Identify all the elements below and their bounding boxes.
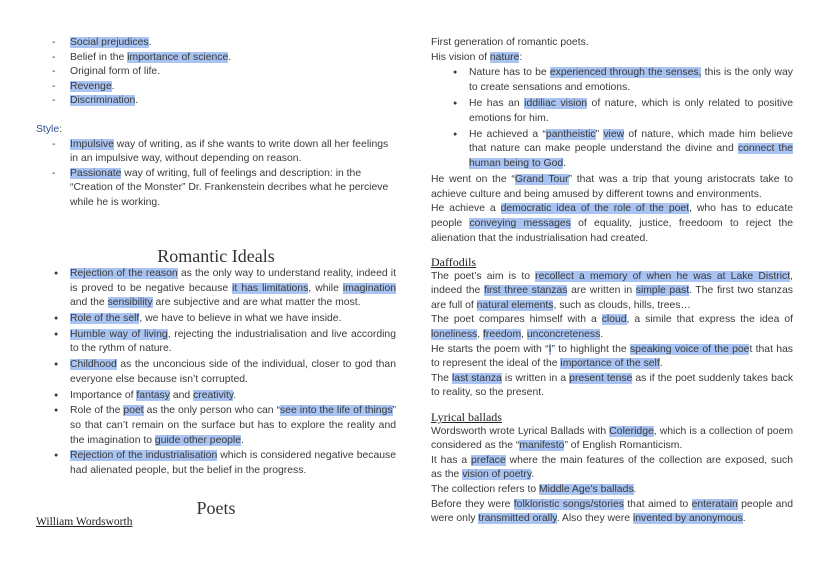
highlighted-text: Grand Tour xyxy=(514,174,569,186)
highlighted-text: cloud xyxy=(601,314,627,326)
text-run: as the only person who can “ xyxy=(143,405,281,417)
highlighted-text: Passionate xyxy=(70,167,122,179)
text-run: He has an xyxy=(469,97,525,109)
text-run: Original form of life. xyxy=(70,66,161,78)
list-item xyxy=(52,51,396,66)
highlighted-text: creativity xyxy=(193,389,234,401)
text-run: . xyxy=(148,37,152,48)
highlighted-text: first three stanzas xyxy=(483,285,568,297)
highlighted-text: present tense xyxy=(569,372,633,384)
highlighted-text: fantasy xyxy=(136,389,170,401)
text-run: . xyxy=(111,80,115,92)
text-run: this is the only way to create sensations and emotions. xyxy=(469,67,793,93)
romantic-ideals-title: Romantic Ideals xyxy=(157,245,275,266)
text-run: It has a xyxy=(431,454,471,466)
text-run: way of writing, full of feelings and description: in the “Creation of the Monster” Dr. Frankenstein decribes what he percieve while he is working. xyxy=(70,167,389,208)
left-column xyxy=(36,0,396,530)
list-item xyxy=(52,449,396,478)
highlighted-text: sensibility xyxy=(107,297,153,309)
grand-tour-paragraph xyxy=(431,173,793,202)
highlighted-text: recollect a memory of when he was at Lake District xyxy=(535,270,791,282)
text-run: as if the poet suddenly takes back to reality, so the present. xyxy=(431,372,794,399)
lyrical-paragraph xyxy=(431,498,793,527)
text-run: . xyxy=(228,51,232,63)
text-run: The poet compares himself with a xyxy=(431,314,602,326)
text-run: ” of English Romanticism. xyxy=(564,440,683,452)
highlighted-text: poet xyxy=(123,405,144,417)
style-list xyxy=(36,138,396,211)
highlighted-text: speaking voice of the poe xyxy=(629,343,750,355)
text-run: Importance of xyxy=(70,389,137,401)
highlighted-text: Discrimination xyxy=(70,95,136,107)
text-run: , we have to believe in what we have inside. xyxy=(139,313,342,325)
list-item xyxy=(451,97,793,126)
highlighted-text: Coleridge xyxy=(609,425,654,437)
highlighted-text: nature xyxy=(489,51,520,63)
highlighted-text: guide other people xyxy=(154,434,242,446)
highlighted-text: Childhood xyxy=(70,359,117,371)
list-item xyxy=(451,66,793,95)
text-run: t that has to represent the ideal of the xyxy=(431,343,794,370)
style-label: Style xyxy=(36,123,60,135)
daffodils-paragraph xyxy=(431,313,793,342)
text-run: . xyxy=(742,513,746,525)
text-run: are written in xyxy=(567,285,636,297)
text-run: He starts the poem with “ xyxy=(431,343,549,355)
text-run: as the unconcious side of the individual, closer to god than everyone else because isn’t corrupted. xyxy=(70,359,396,385)
highlighted-text: enteratain xyxy=(691,498,738,510)
highlighted-text: pantheistic xyxy=(545,128,596,140)
daffodils-paragraph xyxy=(431,270,793,314)
text-run: are subjective and are what matter the most. xyxy=(152,297,361,309)
text-run: Belief in the xyxy=(70,51,128,63)
highlighted-text: invented by anonymous xyxy=(632,513,743,525)
text-run: that aimed to xyxy=(623,498,692,510)
daffodils-paragraph xyxy=(431,372,793,401)
list-item xyxy=(52,358,396,387)
right-column xyxy=(431,0,793,527)
lyrical-ballads-heading: Lyrical ballads xyxy=(431,410,502,425)
text-run: , xyxy=(477,329,483,341)
list-item xyxy=(52,138,396,167)
text-run: He achieve a xyxy=(431,203,501,215)
list-item xyxy=(52,404,396,448)
highlighted-text: see into the life of things xyxy=(280,405,393,417)
highlighted-text: view xyxy=(603,128,625,140)
highlighted-text: unconcreteness xyxy=(526,329,601,341)
text-run: . Also they were xyxy=(556,513,633,525)
text-run: . xyxy=(241,434,244,446)
list-item xyxy=(52,65,396,80)
list-item xyxy=(52,80,396,95)
text-run: and xyxy=(169,389,194,401)
text-run: where the main features of the collection are exposed, such as the xyxy=(431,454,794,481)
daffodils-heading: Daffodils xyxy=(431,255,477,270)
intro-line: First generation of romantic poets. xyxy=(431,37,589,48)
text-run: as the only way to understand reality, indeed it is proved to be negative because xyxy=(70,268,396,294)
highlighted-text: it has limitations xyxy=(232,282,309,294)
style-heading xyxy=(36,123,396,138)
list-item xyxy=(52,328,396,357)
text-run: . xyxy=(600,329,604,341)
nature-list xyxy=(431,66,793,171)
highlighted-text: conveying messages xyxy=(469,217,571,229)
text-run: and the xyxy=(70,297,108,309)
wordsworth-heading: William Wordsworth xyxy=(36,516,133,529)
text-run: . xyxy=(659,358,663,370)
highlighted-text: Impulsive xyxy=(70,138,114,150)
highlighted-text: natural elements xyxy=(476,299,554,311)
highlighted-text: connect the human being to God xyxy=(469,143,793,169)
nature-vision-line xyxy=(431,51,793,66)
text-run: . xyxy=(633,484,637,495)
highlighted-text: Revenge xyxy=(70,80,112,92)
text-run: Role of the xyxy=(70,405,124,417)
text-run: , indeed the xyxy=(431,270,793,297)
text-run: . xyxy=(135,95,139,107)
text-run: , while xyxy=(308,282,343,294)
highlighted-text: Social prejudices xyxy=(70,37,149,48)
text-run: . xyxy=(563,157,567,169)
highlighted-text: imagination xyxy=(342,282,397,294)
text-run: Wordsworth wrote Lyrical Ballads with xyxy=(431,425,610,437)
text-run: of nature, which made him believe that nature can make people understand the divine and xyxy=(469,128,793,155)
highlighted-text: democratic idea of the role of the poet xyxy=(500,203,690,215)
text-run: The collection refers to xyxy=(431,484,539,495)
lyrical-paragraph xyxy=(431,483,793,498)
text-run: ” to highlight the xyxy=(551,343,630,355)
highlighted-text: folkloristic songs/stories xyxy=(513,498,624,510)
highlighted-text: importance of science xyxy=(127,51,229,63)
text-run: : xyxy=(519,51,523,63)
text-run: ” xyxy=(595,128,604,140)
highlighted-text: simple past xyxy=(635,285,690,297)
text-run: He achieved a “ xyxy=(469,128,546,140)
text-run: , who has to educate people xyxy=(431,203,793,229)
style-colon: : xyxy=(59,123,62,135)
text-run: is written in a xyxy=(501,372,570,384)
highlighted-text: experienced through the senses, xyxy=(549,67,702,79)
highlighted-text: Humble way of living xyxy=(70,328,168,340)
list-item xyxy=(52,312,396,327)
text-run: ” so that can’t remain on the surface but has to explore the reality and the imagination to xyxy=(70,405,397,446)
lyrical-paragraph xyxy=(431,454,793,483)
highlighted-text: Middle Age’s ballads xyxy=(539,484,634,495)
text-run: Before they were xyxy=(431,498,514,510)
highlighted-text: transmitted orally xyxy=(478,513,557,525)
text-run: of equality, justice, freedoom to reject the alienation that the industrialisation had created. xyxy=(431,217,793,244)
highlighted-text: last stanza xyxy=(451,372,502,384)
highlighted-text: importance of the self xyxy=(560,358,660,370)
text-run: . xyxy=(233,389,237,401)
text-run: The poet’s aim is to xyxy=(431,270,536,282)
list-item xyxy=(52,267,396,311)
highlighted-text: manifesto xyxy=(519,440,565,452)
topics-list xyxy=(36,36,396,109)
text-run: He went on the “ xyxy=(431,174,515,186)
text-run: , which is a collection of poem considered as the “ xyxy=(431,425,793,452)
text-run: . The first two stanzas are full of xyxy=(431,285,793,311)
text-run: , xyxy=(521,329,527,341)
list-item xyxy=(52,167,396,211)
highlighted-text: freedom xyxy=(483,329,522,341)
democratic-paragraph xyxy=(431,202,793,246)
lyrical-paragraph xyxy=(431,425,793,454)
text-run: of nature, which is only related to positive emotions for him. xyxy=(469,97,793,124)
text-run: people and were only xyxy=(431,498,794,525)
highlighted-text: Rejection of the industrialisation xyxy=(70,450,218,462)
text-run: The xyxy=(431,372,452,384)
text-run: Nature has to be xyxy=(469,67,550,79)
highlighted-text: I xyxy=(548,343,552,355)
text-run: , such as clouds, hills, trees… xyxy=(553,299,691,311)
text-run: ” that was a trip that young aristocrats take to achieve culture and being amused by different towns and environments. xyxy=(431,174,793,200)
text-run: , a simile that express the idea of xyxy=(626,314,793,326)
list-item xyxy=(52,389,396,404)
text-run: which is considered negative because had alienated people, but the belief in the progress. xyxy=(70,450,396,476)
highlighted-text: Role of the self xyxy=(70,313,140,325)
text-run: His vision of xyxy=(431,51,490,63)
text-run: , rejecting the industrialisation and live according to the rythm of nature. xyxy=(70,328,396,355)
romantic-ideals-list xyxy=(36,267,396,478)
text-run: way of writing, as if she wants to write down all her feelings in an impulsive way, without depending on reason. xyxy=(70,138,389,165)
list-item xyxy=(52,36,396,51)
highlighted-text: loneliness xyxy=(431,329,478,341)
text-run: . xyxy=(531,469,535,481)
poets-title: Poets xyxy=(196,497,236,518)
list-item xyxy=(451,128,793,172)
list-item xyxy=(52,94,396,109)
highlighted-text: Rejection of the reason xyxy=(70,268,178,280)
highlighted-text: iddiliac vision xyxy=(524,97,588,109)
highlighted-text: vision of poetry xyxy=(462,469,532,481)
highlighted-text: preface xyxy=(471,454,506,466)
daffodils-paragraph xyxy=(431,343,793,372)
